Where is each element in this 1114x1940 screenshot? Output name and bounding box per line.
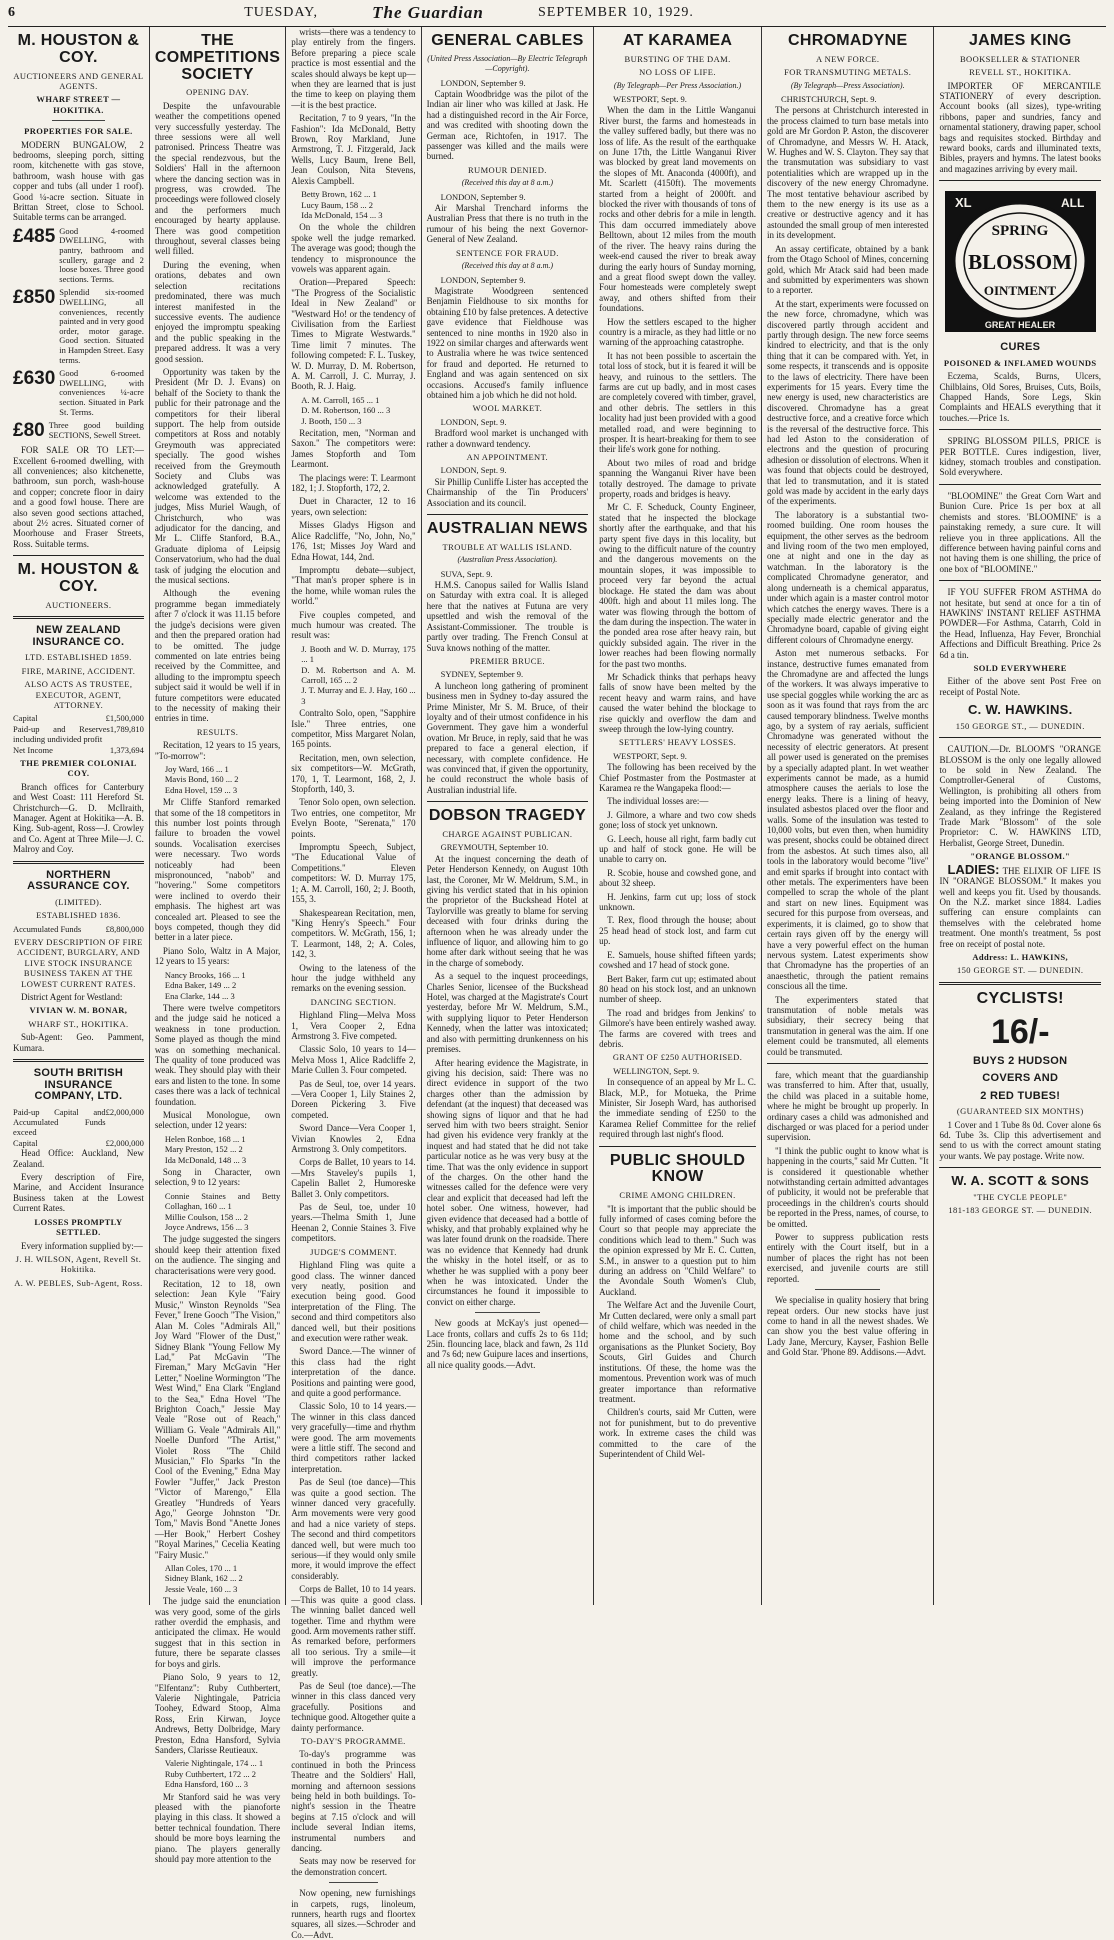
post-free: Either of the above sent Post Free on receipt of Postal Note. [939,676,1101,697]
article-paragraph: On the whole the children spoke well the judge remarked. The average was good; though the tendency to mispronounce the vowels was apparent again. [291,222,416,274]
article-paragraph: Sword Dance.—The winner of this class had the right interpretation of the dance. Positions and painting were good, and quite a good performance. [291,1346,416,1398]
dateline: WESTPORT, Sept. 9. [613,94,687,105]
article-paragraph: Bert Baker, farm cut up; estimated about 80 head on his stock lost, and an unknown number of sheep. [599,973,756,1005]
sb-row-paid [13,1107,144,1138]
result-class: Piano Solo, Waltz in A Major, 12 years to 15 years: [154,945,281,967]
article-paragraph: Captain Woodbridge was the pilot of the Indian air liner who was killed at Jask. He had a distinguished record in the Air Force, and was credited with shooting down the German ace, Richtofen, in 1917. The passenger was killed and the mails were burned. [426,89,589,162]
spring-blossom-seal [943,189,1098,334]
article-paragraph: "It is important that the public should be fully informed of cases coming before the Court so that people may appreciate the conditions which lead to them." Such was the opinion expressed by Mr E. C. Cutten, S.M., in answer to a question put to him during an address on "Child Welfare" to the Avondale South Women's Club, Auckland. [599,1203,756,1297]
advertisement-addisons: We specialise in quality hosiery that bring repeat orders. Our new stocks have just come to hand in all the newest shades. We can show you the best value offering in Lady Jane, Mercury, Kayser, Fashion Belle and Gold Star. 'Phone 89. Addisons.—Advt. [766,1295,929,1358]
cyclists-heading: CYCLISTS! [976,989,1064,1007]
result-item: Joy Ward, 166 ... 1 [164,763,229,774]
cures-heading: CURES [1000,341,1041,354]
result-class: Recitation, 12 years to 15 years, "To-morrow": [154,740,281,761]
northern-sub-agent: Sub-Agent: Geo. Pamment, Kumara. [13,1032,144,1053]
nz-branch: Branch offices for Canterbury and West Coast: 111 Hereford St. Christchurch—G. D. McIlraith, Manager. Agent at Hokitika—A. B. King. Sub-agent, Ross—J. Crowley and Co. Agent at Three Mile—J. C. Malroy and Coy. [13,781,144,855]
result-item: Edna Hovel, 159 ... 3 [164,784,238,795]
northern-est: ESTABLISHED 1836. [36,910,121,921]
nz-row-income [13,745,144,755]
james-king-address: REVELL ST., HOKITIKA. [969,67,1072,78]
general-cables-title: GENERAL CABLES [431,32,584,49]
nz-insurance-fire: FIRE, MARINE, ACCIDENT. [21,665,136,676]
article-paragraph: When the dam in the Little Wanganui River burst, the farms and homesteads in the valley suffered badly, but there was no loss of life. As the result of the earthquake on June 17th, the Little Wanganui River was blocked by great land movements on the slopes of Mt. Anaconda (4000ft), and Mt. Scarlett (4150ft). The movements started from a height of 2000ft. and blocked the river with thousands of tons of rocks and other debris for a mile in length. This dam occurred immediately above Belltown, about 12 miles from the mouth of the river. The heavy rains during the week-end caused the river to break away during the early hours of Sunday morning, and a great flood swept down the valley. Four homesteads were completely swept away, and others shifted from their foundations. [599,105,756,314]
property-850-text: Splendid six-roomed DWELLING, all conveniences, recently painted and in very good order, motor garage. Good section. Situated in Hampden Street. Easy terms. [59,287,144,365]
northern-sub: (LIMITED). [55,896,102,907]
houston-sub-2: AUCTIONEERS. [45,599,112,610]
karamea-title: AT KARAMEA [622,32,733,49]
houston-title-2: M. HOUSTON & COY. [17,561,140,596]
article-paragraph: Seats may now be reserved for the demonstration concert. [291,1856,416,1877]
article-paragraph: wrists—there was a tendency to play entirely from the fingers. Before preparing a piece scale practice is most essential and the scales should always be kept up—when they are learned that is just the time to keep on playing them—it is the best practice. [291,27,416,110]
article-paragraph: Children's courts, said Mr Cutten, were not for punishment, but to do preventive work. In extreme cases the child was committed to the care of the Superintendent of Child Wel- [599,1407,756,1459]
ladies-label: LADIES: [947,861,1000,877]
result-item: J. Booth, 150 ... 3 [301,415,362,426]
article-paragraph: Magistrate Woodgreen sentenced Benjamin Fieldhouse to six months for obtaining £10 by false pretences. A detective gave evidence that Fieldhouse was sentenced to nine months in 1920 also in 1922 on similar charges and afterwards went to Australia where he was twice sentenced for fraud and deported. He returned to England and was again sentenced on six occasions. Accused's family influence obtained him a job which he did not hold. [426,285,589,400]
sb-row-value: £2,000,000 [105,1106,144,1117]
article-paragraph: Mr Schadick thinks that perhaps heavy falls of snow have been melted by the recent heavy and warm rains, and have caused the water behind the blockage to rise quickly and overflow the dam and sweep through the low-lying country. [599,671,756,734]
masthead-date: SEPTEMBER 10, 1929. [538,5,694,20]
article-paragraph: J. Gilmore, a whare and two cow sheds gone; loss of stock yet unknown. [599,809,756,831]
result-item: Mavis Bond, 160 ... 2 [164,774,239,785]
article-paragraph: H. Jenkins, farm cut up; loss of stock unknown. [599,891,756,913]
result-item: D. M. Robertson and A. M. Carroll, 165 ... 2 [301,664,416,685]
property-485-text: Good 4-roomed DWELLING, with pantry, bathroom and scullery, garage and 2 loose boxes. Three good sections. Terms. [59,225,144,284]
sold-everywhere: SOLD EVERYWHERE [973,662,1067,673]
properties-title: PROPERTIES FOR SALE. [24,126,133,137]
article-paragraph: At the start, experiments were focussed on the new force, chromadyne, which was discovered partly through accident and partly through design. The new force seems kindred to electricity, and that is the only thing that it can be compared with. Yet, in some respects, it transcends and is opposite to the laws of electricity. There have been experiments for 15 years. Every time the new energy is used, new characteristics are discovered. Chromadyne has a great destructive force, and a creative force which is the reversal of the destructive force. This had led Aston to the consideration of electrons and the question of procuring adhesion or dissolution of electrons. When it was found that objects could be destroyed, that led to transmutation, and it is stated gold was made by accident in the early days of the experiments. [766,298,929,507]
ladies-address-label: Address: L. HAWKINS, [972,951,1069,962]
press-credit: (By Telegraph—Per Press Association.) [613,80,742,90]
price-630: £630 [13,368,56,390]
article-paragraph: The placings were: T. Learmont 182, 1; J. Stopforth, 172, 2. [291,472,416,494]
cyclists-guarantee: (GUARANTEED SIX MONTHS) [956,1106,1084,1117]
sb-row-capital [13,1138,144,1148]
article-paragraph: Recitation, 12 to 18, own selection: Jean Kyle "Fairy Music," Winston Reynolds "Sea Fever," Irene Gooch "The Vision," Alan M. Coles "Admirals All," Joy Ward "Flower of the Dust," Sidney Blank "Young Fellow My Lad," Pat McGavin "The Fireman," Mary McGavin "Her Letter," Noeline Wormington "The West Wind," Ena Clark "England to the Sea," Edna Hovel "The Brighton Coach," Jessie May Veale "Rose out of Reach," William G. Veale "Admirals All," Noelle Dunford "The Artist," Violet Ross "The Child Musician," Flo Sparks "In the Cool of the Evening," Edna May Fowler "Juffer," Jack Preston "Victor of Marengo," Ella Greatley "Hundreds of Years Ago," George Johnston "Dr. Tom," Mavis Bond "Anette Jones—Her Book," Herbert Coshey "Royal Marines," Cecelia Keating "Fairy Music." [154,1279,281,1560]
article-paragraph: Aston met numerous setbacks. For instance, destructive fumes emanated from the Chromadyne are and affected the lungs of the workers. It was always imperative to use special goggles while working the arc as soon as it was found that rays from the arc caused temporary blindness. Twelve months ago, by a system of ray aerials, sufficient Chromadyne was generated without the necessity of electric generators. At present all power used is generated on the premises by a specially adapted plant. In wet weather experiments cannot be made, as a humid atmosphere causes the aerials to lose the energy leaks. There is a lining of heavy, insulated asbestos placed over the floor and walls. Some of the insulation was tested to 10,000 volts, but even then, when humidity was present, shocks could be obtained direct from the asbestos. At such times also, all tools in the laboratory would become "live" and emit sparks if brought into contact with other metals. The experimenters have been compelled to scrap the whole of the plant and start on new lines. Equipment was secured for this purpose from overseas, and experiments, it is claimed, go to show that certain rays given off by the energy will have a very powerful effect on the human nervous system. Latest experiments show that Chromadyne has the properties of an anaesthetic, through the patient remains conscious all the time. [766,648,929,992]
article-paragraph: H.M.S. Canopus sailed for Wallis Island on Saturday with extra coal. It is alleged here that the natives at Futuna are very upsettled and wish the removal of the Assistant-Commissioner. The trouble is partly over trading. The French Consul at Suva knows nothing of the matter. [426,580,589,653]
result-class: Song in Character, own selection, 9 to 12 years: [154,1167,281,1188]
cyclists-detail: 1 Cover and 1 Tube 8s 0d. Cover alone 6s 6d. Tube 3s. Clip this advertisement and send to us with the correct amount stating your wants. We pay postage. Write now. [939,1119,1101,1161]
hawkins-address: 150 GEORGE ST., — DUNEDIN. [955,720,1085,731]
result-list [165,1563,280,1594]
article-paragraph: Pas de Seul, toe, over 14 years.—Vera Cooper 1, Lily Staines 2, Doreen Pickering 3. Five competed. [291,1078,416,1120]
south-british-title: SOUTH BRITISH INSURANCE COMPANY, LTD. [33,1067,124,1103]
article-paragraph: R. Scobie, house and cowshed gone, and about 32 sheep. [599,867,756,889]
asthma-ad: IF YOU SUFFER FROM ASTHMA do not hesitate, but send at once for a tin of HAWKINS' INSTANT RELIEF ASTHMA POWDER—For Asthma, Catarrh, Cold in the Head, Influenza, Hay Fever, Bronchial Affections and Difficult Breathing. Price 2s 6d a tin. [939,587,1101,660]
article-paragraph: The Welfare Act and the Juvenile Court, Mr Cutten declared, were only a small part of child welfare, which was needed in the home and the school, and by such organisations as the Plunket Society, Boy Scouts, Girl Guides and Church institutions. Of these, the home was the momentous. Prevention work was of much greater importance than reformative treatment. [599,1300,756,1404]
ladies-ad [939,861,1101,949]
article-paragraph: The judge suggested the singers should keep their attention fixed on the audience. The singing and characterisations were very good. [154,1234,281,1276]
sb-losses: LOSSES PROMPTLY SETTLED. [34,1216,123,1238]
column-advertisements-left [8,27,150,1605]
column-chromadyne [762,27,935,1605]
results-heading: RESULTS. [196,726,239,737]
seal-xl: XL [954,195,972,211]
dateline: WESTPORT, Sept. 9. [613,750,687,761]
sb-row-value: £2,000,000 [105,1137,144,1148]
subheading: PREMIER BRUCE. [469,655,545,666]
result-item: Allan Coles, 170 ... 1 [164,1563,238,1574]
competitions-title: THE COMPETITIONS SOCIETY [154,32,281,83]
nz-row-value: 1,373,694 [109,744,144,755]
nz-insurance-title: NEW ZEALAND INSURANCE CO. [32,624,125,648]
received-note: (Received this day at 8 a.m.) [461,178,554,188]
australian-news-title: AUSTRALIAN NEWS [426,520,588,538]
result-list [301,644,415,706]
james-king-sub: BOOKSELLER & STATIONER [959,53,1081,64]
judge-heading: JUDGE'S COMMENT. [310,1246,397,1257]
article-paragraph: Misses Gladys Higson and Alice Radcliffe, "No, John, No," 176, 1st; Misses Joy Ward and Edna Howat, 144, 2nd. [291,520,416,562]
article-paragraph: Impromptu Speech, Subject, "The Educational Value of Competitions." Eleven competitors: W. D. Murray 175, 1; A. M. Carroll, 160, 2; J. Booth, 155, 3. [291,842,416,905]
nz-insurance-acts: ALSO ACTS AS TRUSTEE, EXECUTOR, AGENT, ATTORNEY. [24,679,133,710]
bloomine-ad: "BLOOMINE" the Great Corn Wart and Bunion Cure. Price 1s per box at all chemists and stores. 'BLOOMINE' is a painstaking remedy, a sure cure. It will relieve you in three applications. All the difference between having painful corns and not having them is one shilling, the price of one box of "BLOOMINE." [939,490,1101,574]
northern-agent-address: WHARF ST., HOKITIKA. [28,1018,129,1029]
article-paragraph: The judge said the enunciation was very good, some of the girls rather overdid the emphasis, and anticipated the climax. He would suggest that in this section in future, there be separate classes for boys and girls. [154,1596,281,1669]
spring-blossom-pills: SPRING BLOSSOM PILLS, PRICE is PER BOTTLE. Cures indigestion, liver, kidney, stomach troubles and constipation. Sold everywhere. [939,436,1101,478]
result-item: Ruby Cuthbertert, 172 ... 2 [164,1768,257,1779]
property-80 [13,421,144,441]
northern-funds-label: Accumulated Funds [13,923,82,934]
article-paragraph: The following has been received by the Chief Postmaster from the Postmaster at Karamea re the Wangapeka flood:— [599,762,756,794]
ladies-address: 150 GEORGE ST. — DUNEDIN. [956,965,1084,976]
article-paragraph: Bradford wool market is unchanged with rather a downward tendency. [426,428,589,449]
article-paragraph: Sir Phillip Cunliffe Lister has accepted the Chairmanship of the Tin Producers' Association and its council. [426,476,589,508]
result-item: J. T. Murray and E. J. Hay, 160 ... 3 [301,685,416,706]
article-paragraph: Oration—Prepared Speech: "The Progress of the Socialistic Ideal in New Zealand" or "Westward Ho! or the tendency of Civilisation from the Earliest Times to Migrate Westwards." Time limit 7 minutes. The following competed: F. L. Tuskey, W. D. Murray, D. M. Robertson, A. M. Carroll, J. C. Murray, J. Booth, R. J. Haig. [291,277,416,392]
result-class: Musical Monologue, own selection, under 12 years: [154,1109,281,1131]
dateline: SUVA, Sept. 9. [440,568,493,579]
article-paragraph: The experimenters stated that transmutation of noble metals was subsidiary, their secrecy being that transmutation in general was the aim. If one element could be transmuted, all elements could be transmuted. [766,994,929,1057]
property-bungalow: MODERN BUNGALOW, 2 bedrooms, sleeping porch, sitting room, kitchenette with gas stove, bathroom, wash house with gas copper and tubs (all under 1 roof). Good ¼-acre section. Situate in Brittan Street, close to School. Suitable terms can be arranged. [13,139,144,223]
article-paragraph: After hearing evidence the Magistrate, in giving his decision, said: There was no direct evidence in support of the two charges other than the admission by defendant (at the inquest) that deceased was showing signs of liquor and that he had served him with two beers straight. Senior had given his evidence very frankly at the inquest and had stated that he did not take particular notice as he was very busy at the time. That was the only evidence in support of the charges. On the other hand the witnesses called for the defence were very clear and explicit that deceased had left the hotel sober. One witness, however, had given evidence that deceased had a bottle of whisky, and that probably explained why he was later found drunk on the roadside. There was no evidence that Kennedy had drunk the whisky in the hotel itself, or as to whether he was supplied with a pony beer when he was intoxicated. Under the circumstances he found it impossible to convict on either charge. [426,1057,589,1307]
subheading: FOR TRANSMUTING METALS. [784,67,912,78]
column-karamea [594,27,762,1605]
dateline: WELLINGTON, Sept. 9. [613,1065,700,1076]
caution-ad: CAUTION.—Dr. BLOOM'S "ORANGE BLOSSOM is the only one legally allowed to be sold in New Zealand. The Comptroller-General of Customs, Wellington, is prohibiting all others from being imported into the Dominion of New Zealand, as they infringe the Registered Trade Mark "Blossom" of the sole Proprietor: C. W. HAWKINS LTD, Herbalist, George Street, Dunedin. [939,744,1101,848]
orange-blossom: "ORANGE BLOSSOM." [970,851,1071,862]
seal-all: ALL [1060,196,1085,211]
subheading: A NEW FORCE. [816,53,880,64]
nz-row-label: Paid-up and Reserves including undivided profit [13,723,110,745]
result-item: J. Booth and W. D. Murray, 175 ... 1 [301,643,416,665]
page-number: 6 [8,5,16,20]
subheading: AN APPOINTMENT. [466,452,549,463]
advertisement-schroder: Now opening, new furnishings in carpets, rugs, linoleum, runners, hearth rugs and floortex squares, all sizes.—Schroder and Co.—Advt. [291,1888,416,1940]
property-850 [13,288,144,365]
article-paragraph: The road and bridges from Jenkins' to Gilmore's have been entirely washed away. The farms are covered with trees and debris. [599,1007,756,1049]
cyclists-covers: COVERS AND [982,1072,1059,1085]
subheading: CRIME AMONG CHILDREN. [619,1190,736,1201]
result-item: A. M. Carroll, 165 ... 1 [301,394,380,405]
article-paragraph: Mr Stanford said he was very pleased with the pianoforte playing in this class. It showed a better technical foundation. There should be more boys learning the piano. The players generally should pay more attention to the [154,1791,281,1865]
nz-insurance-sub: LTD. ESTABLISHED 1859. [25,652,132,663]
article-paragraph: The persons at Christchurch interested in the process claimed to turn base metals into gold are Mr Gordon P. Aston, the discoverer of Chromadyne, and Messrs W. H. Atack, W. Hughes and W. S. Clayton. They say that the transmutation was subsidiary to vast potentialities which are wrapped up in the discovery of the new energy Chromadyne. The most tentative behaviour ascribed by them to the new energy is its use as a creative or destructive agency and it has astounded the small group of men interested in its development. [766,105,929,241]
result-item: Millie Coulson, 158 ... 2 [164,1211,248,1222]
result-list [165,1758,280,1789]
public-should-know-title: PUBLIC SHOULD KNOW [609,1151,746,1186]
masthead [8,0,1106,27]
subheading: TROUBLE AT WALLIS ISLAND. [442,541,573,552]
sb-agent-2: A. W. PEBLES, Sub-Agent, Ross. [14,1277,143,1288]
subheading: WOOL MARKET. [472,403,543,414]
dobson-tragedy-title: DOBSON TRAGEDY [428,807,586,825]
result-item: Ena Clarke, 144 ... 3 [164,990,235,1001]
result-item: Ida McDonald, 154 ... 3 [301,209,383,220]
result-item: Ida McDonald, 148 ... 3 [164,1154,247,1165]
seal-icon [943,189,1098,334]
column-cables [422,27,595,1605]
nz-row-capital [13,713,144,723]
price-485: £485 [13,225,56,247]
result-item: Jessie Veale, 160 ... 3 [164,1583,238,1594]
sb-row-label: Capital [13,1137,38,1148]
advertisement-mckay: New goods at McKay's just opened—Lace fronts, collars and cuffs 2s to 6s 11d; 25in. flouncing lace, black and fawn, 2s 11d and 7s 6d; new Guipure laces and insertions, all nice quality goods.—Advt. [426,1318,589,1370]
dateline: GREYMOUTH, September 10. [440,842,549,853]
result-item: Nancy Brooks, 166 ... 1 [164,969,246,980]
article-paragraph: Pas de Seul (toe dance).—The winner in this class danced very gracefully. Positions and technique good. Altogether quite a dainty performance. [291,1680,416,1733]
article-paragraph: Opportunity was taken by the President (Mr D. J. Evans) on behalf of the Society to thank the public for their patronage and the competitors for their liberal support. The help from outside competitors at Ross and notably Greymouth was appreciated specially. The good wishes received from the Greymouth Society and Clubs was acknowledged gratefully. A welcome was extended to the judges, Miss Muriel Waugh, of Christchurch, who was adjudicator for the dancing, and Mr L. Cliffe Stanford, B.A., Graduate diploma of Leipsig Conservatorium, who had the dual task of judging the elocution and the musical sections. [154,366,281,586]
dateline: LONDON, September 9. [440,77,526,88]
cyclists-price: 16/- [990,1012,1050,1051]
article-paragraph: Classic Solo, 10 years to 14—Melva Moss 1, Alice Radcliffe 2, Marie Cullen 3. Four competed. [291,1044,416,1076]
masthead-day: TUESDAY, [244,5,318,20]
property-630-text: Good 6-roomed DWELLING, with conveniences ¼-acre section. Situated in Park St. Terms. [59,368,144,417]
sb-info: Every information supplied by:— [21,1240,143,1251]
article-paragraph: Duet in Character, 12 to 16 years, own selection: [291,496,416,517]
article-paragraph: An assay certificate, obtained by a bank from the Otago School of Mines, concerning gold, which Mr Atack said had been made and submitted by experimenters was shown to a reporter. [766,243,929,296]
seal-mid-text: BLOSSOM [967,250,1072,275]
property-80-text: Three good building SECTIONS, Sewell Street. [48,420,144,440]
column-competitions [150,27,286,1865]
cyclists-tubes: 2 RED TUBES! [980,1089,1061,1102]
nz-colonial: THE PREMIER COLONIAL COY. [20,757,137,779]
article-paragraph: Recitation, men, own selection, six competitors—W. McGrath, 170, 1, T. Learmont, 168, 2, J. Stopforth, 140, 3. [291,752,416,795]
dateline: LONDON, September 9. [440,274,526,285]
cures-text: Eczema, Scalds, Burns, Ulcers, Chilblains, Old Sores, Bruises, Cuts, Boils, Chapped Hands, Sore Legs, Skin Complaints and HEALS everything that it touches.—Price 1s. [939,371,1101,423]
houston-sub: AUCTIONEERS AND GENERAL AGENTS. [13,70,144,91]
northern-agent: VIVIAN W. M. BONAR, [29,1005,128,1016]
result-list [165,970,280,1001]
subheading: SENTENCE FOR FRAUD. [455,247,559,258]
scott-sub: "THE CYCLE PEOPLE" [973,1191,1068,1202]
cures-sub: POISONED & INFLAMED WOUNDS [943,357,1097,368]
subheading: BURSTING OF THE DAM. [624,53,731,64]
nz-row-value: £1,500,000 [105,713,144,724]
dateline: SYDNEY, September 9. [440,669,524,680]
article-paragraph: Impromptu debate—subject, "That man's proper sphere is in the home, while woman rules the world." [291,564,416,607]
column-competitions-cont [286,27,421,1940]
scott-address: 181-183 GEORGE ST. — DUNEDIN. [948,1205,1093,1216]
property-630 [13,369,144,417]
result-item: Betty Brown, 162 ... 1 [301,189,377,200]
result-list [301,189,415,220]
result-item: Valerie Nightingale, 174 ... 1 [164,1758,264,1769]
article-paragraph: Corps de Ballet, 10 years to 14.—Mrs Staveley's pupils 1, Capelin Ballet 2, Humoreske Ballet 3. Only competitors. [291,1157,416,1199]
sb-head-office: Head Office: Auckland, New Zealand. [13,1148,144,1169]
result-list [165,1134,280,1165]
northern-funds [13,924,144,934]
james-king-title: JAMES KING [968,32,1072,49]
article-paragraph: As a sequel to the inquest proceedings, Charles Senior, licensee of the Buckshead Hotel, was charged at the Magistrate's Court yesterday, before Mr W. Meldrum, S.M., with supplying liquor to Peter Henderson Kennedy, when the latter was intoxicated; and also with permitting drunkenness on his premises. [426,971,589,1055]
article-paragraph: In consequence of an appeal by Mr L. C. Black, M.P., for Motueka, the Prime Minister, Sir Joseph Ward, has authorised the immediate sending of £250 to the Karamea Relief Committee for the relief required through last night's flood. [599,1077,756,1140]
seal-top-text: SPRING [991,223,1049,240]
article-paragraph: Corps de Ballet, 10 to 14 years.—This was quite a good class. The winning ballet danced well together. Time and rhythm were good. Arm movements rather stiff. As remarked before, performers all too serious. Try a smile—it will improve the performance greatly. [291,1584,416,1678]
dateline: LONDON, Sept. 9. [440,465,507,476]
article-paragraph: To-day's programme was continued in both the Princess Theatre and the Soldiers' Hall, morning and afternoon sessions being held in both buildings. To-night's session in the Theatre begins at 7.15 o'clock and will include several Indian items, instrumental numbers and dancing. [291,1749,416,1854]
sale-or-let: FOR SALE OR TO LET:—Excellent 6-roomed dwelling, with all conveniences; also kitchenette, bathroom, sun porch, wash-house and copper; concrete floor in dairy and a good fowl house. There are also seven good sections attached, about 2½ acres. Situated corner of Moorhouse and Fraser Streets, Ross. Suitable terms. [13,445,144,549]
dancing-heading: DANCING SECTION. [310,996,397,1007]
result-list [301,395,415,426]
article-paragraph: At the inquest concerning the death of Peter Henderson Kennedy, on August 10th last, the Coroner, Mr W. Meldrum, S.M., in giving his verdict stated that in his opinion the proprietor of the Buckshead Hotel at Taylorville was greatly to blame for serving deceased with four drinks during the afternoon when he was already under the influence of liquor, and allowing him to go home after dark without seeing that he was in the charge of somebody. [426,853,589,968]
article-paragraph: Although the evening programme began immediately after 7 o'clock it was 11.15 before the judge's decisions were given and then the prepared oration had to be omitted. The judge commented on late entries being received by the Committee, and alluding to the impromptu speech subject said it would be well if in future competitors were educated to the necessity of making their entries in time. [154,588,281,724]
houston-title: M. HOUSTON & COY. [17,32,140,66]
property-485 [13,227,144,285]
northern-agent-label: District Agent for Westland: [21,991,123,1002]
article-paragraph: The individual losses are:— [607,796,709,807]
article-paragraph: "I think the public ought to know what is happening in the courts," said Mr Cutten. "It is considered it questionable whether notwithstanding certain admitted advantages of publicity, it would not be preferable that proceedings in the children's courts should be reported in the Press, names, of course, to be omitted. [766,1145,929,1229]
article-paragraph: Sword Dance—Vera Cooper 1, Vivian Knowles 2, Edna Armstrong 3. Only competitors. [291,1123,416,1155]
masthead-paper: The Guardian [372,3,484,22]
result-item: Joyce Andrews, 156 ... 3 [164,1222,249,1233]
hawkins-name: C. W. HAWKINS. [967,702,1073,718]
article-paragraph: Pas de Seul, toe, under 10 years.—Thelma Smith 1, June Heenan 2, Connie Staines 3. Five competitors. [291,1202,416,1244]
subheading: CHARGE AGAINST PUBLICAN. [442,828,573,839]
result-item: D. M. Robertson, 160 ... 3 [301,405,391,416]
article-paragraph: Tenor Solo open, own selection. Two entries, one competitor, Mr Evelyn Boote, "Serenata," 170 points. [291,797,416,839]
seal-bottom-text: OINTMENT [983,283,1056,299]
article-paragraph: It has not been possible to ascertain the total loss of stock, but it is feared it will be heavy, and ruinous to the settlers. The farms are cut up badly, and in most cases are completely covered with timber, gravel, and other debris. The settlers in this locality had just been provided with a good metalled road, and were beginning to prosper. It is heart-breaking for them to see their life's work gone for nothing. [599,350,756,455]
result-item: Lucy Baum, 158 ... 2 [301,199,374,210]
article-paragraph: Despite the unfavourable weather the competitions opened very successfully yesterday. The three sessions were all well patronised. Princess Theatre was the special rendezvous, but the Soldiers' Hall in the afternoon where the dancing section was in progress, was crowded. The proceedings were followed closely and the performers much encouraged by hearty applause. There was good competition throughout, several classes being well filled. [154,100,281,257]
subheading: SETTLERS' HEAVY LOSSES. [618,737,737,748]
northern-desc: EVERY DESCRIPTION OF FIRE ACCIDENT, BURGLARY, AND LIVE STOCK INSURANCE BUSINESS TAKEN AT THE LOWEST CURRENT RATES. [14,936,143,989]
dateline: LONDON, Sept. 9. [440,416,507,427]
article-paragraph: Contralto Solo, open, "Sapphire Isle." Three entries, one competitor, Miss Margaret Nolan, 165 points. [291,708,416,750]
scott-title: W. A. SCOTT & SONS [951,1173,1090,1189]
james-king-text: IMPORTER OF MERCANTILE STATIONERY of every description. Account books (all sizes), type-writing ribbons, paper and sundries, fancy and ornamental stationery, drawing paper, school bags and requisites stocked. Birthday and reward books, cards and illuminated texts, Bibles, prayers and hymns. The latest books and magazines arriving by every mail. [939,80,1101,174]
article-paragraph: How the settlers escaped to the higher country is a miracle, as they had little or no warning of the approaching catastrophe. [599,316,756,348]
article-paragraph: Shakespearean Recitation, men, "King Henry's Speech." Four competitors. W. McGrath, 156, 1; T. Learmont, 148, 2; A. Coles, 142, 3. [291,907,416,960]
article-paragraph: Pas de Seul (toe dance)—This was quite a good section. The winner danced very gracefully. Arm movements were very good and had a nice variety of steps. The second and third competitors danced well, but were much too serious—if they would only smile more, it would improve the effect considerably. [291,1477,416,1581]
nz-row-value: 1,789,810 [109,723,144,734]
article-paragraph: About two miles of road and bridge spanning the Wanganui River have been totally destroyed. The damage to private property, roads and bridges is heavy. [599,457,756,500]
article-paragraph: Classic Solo, 10 to 14 years.—The winner in this class danced very gracefully—time and rhythm were good. The arm movements were a little stiff. The second and third competitors rather lacked interpretation. [291,1401,416,1474]
article-paragraph: A luncheon long gathering of prominent business men in Sydney to-day assured the Prime Minister, Mr S. M. Bruce, of their loyalty and of their utmost confidence in his Government. They gave him a wonderful ovation. Mr Bruce, in reply, said that he was prepared to face a general election, if necessary, with complete confidence. He was convinced that, if given the opportunity, he could reconstruct the whole basis of Australian industrial life. [426,680,589,795]
cables-credit: (United Press Association—By Electric Telegraph—Copyright). [427,53,588,74]
columns [8,27,1106,1940]
article-paragraph: Mr Cliffe Stanford remarked that some of the 18 competitors in this number lost points through failure to broaden the vowel sounds. Vocalisation exercises were necessary. Two words noticeably had been mispronounced, "nabob" and "hovering." Some competitors were inclined to overdo their emphasis. The highest art was concealed art. Pleased to see the boys competed, though they did better in a later piece. [154,797,281,943]
result-class: Recitation, 7 to 9 years, "In the Fashion": Ida McDonald, Betty Brown, Roy Markland, June Armstrong, T. J. Fitzgerald, Jack Wells, Lucy Baum, Irene Bell, Jean Coulson, Nita Stevens, Alexis Campbell. [291,113,416,186]
article-paragraph: fare, which meant that the guardianship was transferred to him. After that, usually, the child was placed in a suitable home, where he might be brought up properly. In ordinary cases a child was admonished and discharged or was placed for a period under supervision. [766,1069,929,1143]
article-paragraph: Highland Fling was quite a good class. The winner danced very neatly, position and execution being good. Good interpretation of the Fling. The second and third competitors also danced well, but their positions and execution were rather weak. [291,1260,416,1343]
subheading: NO LOSS OF LIFE. [639,67,716,78]
article-paragraph: The laboratory is a substantial two-roomed building. One room houses the equipment, the other serves as the bedroom and living room of the two men employed, one at night and one in the day as watchman. In the laboratory is the complicated Chromadyne generator, and along underneath is a chemical apparatus, under which again is a master control motor which catches the energy waves. There is a specially made electric generator and the Chromadyne board, capable of giving eight different colours of Chromadyne energy. [766,509,929,645]
nz-row-reserves [13,724,144,745]
sb-row-label: Paid-up Capital and Accumulated Funds exceed [13,1106,106,1138]
result-item: Edna Baker, 149 ... 2 [164,980,237,991]
article-paragraph: E. Samuels, house shifted fifteen yards; cowshed and 17 head of stock gone. [599,949,756,971]
result-list [165,764,280,795]
subheading: GRANT OF £250 AUTHORISED. [612,1052,743,1063]
subheading: RUMOUR DENIED. [467,164,547,175]
article-paragraph: Air Marshal Trenchard informs the Australian Press that there is no truth in the rumour of his being the next Governor-General of New Zealand. [426,203,589,245]
dateline: LONDON, September 9. [440,191,526,202]
article-paragraph: There were twelve competitors and the judge said he noticed a weakness in tone production. Some played as though the mind was on something mechanical. The quality of tone produced was weak. They should play with their ears and listen to the tone. In some cases there was a lack of technical foundation. [154,1002,281,1107]
northern-funds-value: £8,800,000 [105,923,144,934]
article-paragraph: T. Rex, flood through the house; about 25 head head of stock lost, and farm cut up. [599,915,756,947]
price-80: £80 [13,420,45,442]
price-850: £850 [13,287,56,309]
ladies-text: THE ELIXIR OF LIFE IS IN "ORANGE BLOSSOM." It makes you well and keeps you fit. Used by thousands. On the N.Z. market since 1884. Ladies suffering can ensure complaints can themselves with the celebrated home treatment. One month's treatment, 5s post free on receipt of postal note. [939,865,1101,949]
result-item: Connie Staines and Betty Collaghan, 160 ... 1 [164,1190,281,1212]
article-paragraph: Highland Fling—Melva Moss 1, Vera Cooper 2, Edna Armstrong 3. Five competed. [291,1010,416,1041]
article-paragraph: Mr C. F. Scheduck, County Engineer, stated that he inspected the blockage shortly after the earthquake, and that his party spent five days in this locality, but owing to the difficult nature of the country and the dangerous movements on the mountain slopes, it was impossible to proceed very far beyond the actual blockage. He stated the dam was about 400ft. high and about 11 miles long. The water was flowing through the bottom of the dam during the inspection. The water in the ponded area rose after heavy rain, but quickly subsided again. The river in the lower reaches had been flowing normally for the past two months. [599,502,756,669]
article-paragraph: During the evening, when orations, debates and own selection recitations predominated, there was much interest manifested in the successive events. The audience enjoyed the impromptu speaking and the public speaking in the prepared address. It was a very good session. [154,259,281,364]
competitions-sub: OPENING DAY. [186,87,250,98]
article-paragraph: Five couples competed, and much humour was created. The result was: [291,609,416,641]
result-item: Helen Ronboe, 168 ... 1 [164,1133,246,1144]
article-paragraph: Owing to the lateness of the hour the judge withheld any remarks on the evening session. [291,962,416,994]
cyclists-buys: BUYS 2 HUDSON [973,1054,1068,1067]
dateline: CHRISTCHURCH, Sept. 9. [780,94,877,105]
article-paragraph: Piano Solo, 9 years to 12, "Elfentanz": Ruby Cuthbertert, Valerie Nightingale, Patricia Toohey, Edward Stoop, Alma Ross, Erin Kirwan, Joyce Andrews, Betty Dolbridge, Mary Preston, Edna Hansford, Sylvia Sanders, Clarisse Reutieaux. [154,1672,281,1755]
result-item: Edna Hansford, 160 ... 3 [164,1779,248,1790]
nz-row-label: Net Income [13,744,53,755]
nz-row-label: Capital [13,713,38,724]
result-list [165,1191,280,1233]
article-paragraph: G. Leech, house all right, farm badly cut up and half of stock gone. He will be unable to carry on. [599,833,756,865]
programme-heading: TO-DAY'S PROGRAMME. [301,1735,406,1746]
houston-address: WHARF STREET — HOKITIKA. [36,94,121,115]
column-advertisements-right [934,27,1106,1605]
result-item: Sidney Blank, 162 ... 2 [164,1573,243,1584]
press-credit: (Australian Press Association). [457,555,558,565]
press-credit: (By Telegraph—Press Association). [790,80,905,90]
article-paragraph: Power to suppress publication rests entirely with the Court itself, but in a number of places the right has not been exercised, and juvenile courts are still reported. [766,1232,929,1284]
northern-title: NORTHERN ASSURANCE COY. [27,868,130,893]
seal-corner-text: GREAT HEALER [984,320,1055,331]
sb-agent-1: J. H. WILSON, Agent, Revell St. Hokitika. [15,1253,142,1275]
chromadyne-title: CHROMADYNE [788,32,908,49]
article-paragraph: Recitation, men, "Norman and Saxon." The competitors were: James Stopforth and Tom Learmont. [291,428,416,470]
sb-desc: Every description of Fire, Marine, and Accident Insurance Business taken at the Lowest Current Rates. [13,1172,144,1214]
result-item: Mary Preston, 152 ... 2 [164,1144,243,1155]
received-note: (Received this day at 8 a.m.) [461,261,554,271]
